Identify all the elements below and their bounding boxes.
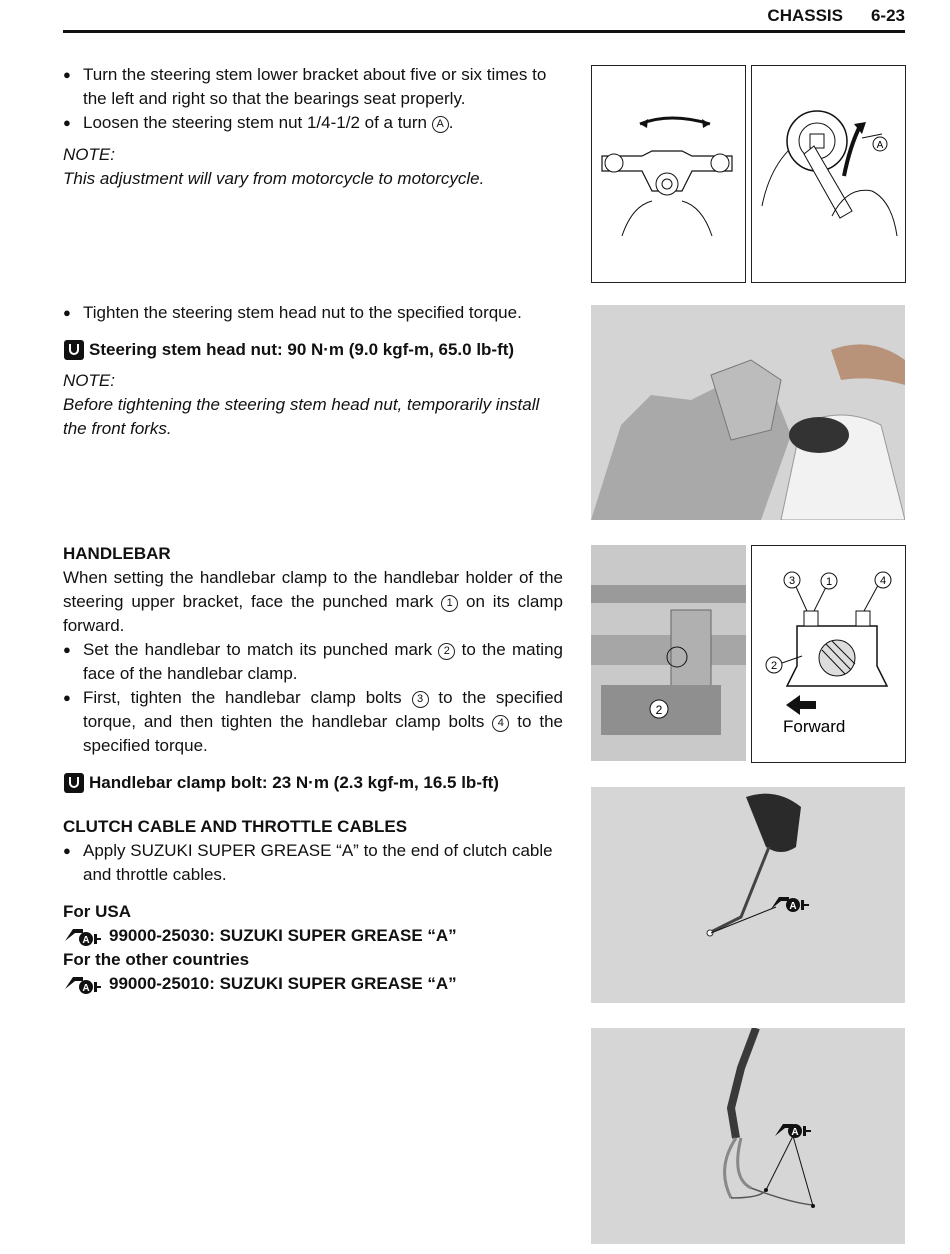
torque-wrench-icon — [63, 339, 85, 361]
torque-wrench-icon — [63, 772, 85, 794]
forward-arrow-icon — [786, 695, 816, 715]
section-heading: CLUTCH CABLE AND THROTTLE CABLES — [63, 817, 408, 836]
steering-nut-drawing — [752, 66, 905, 282]
photo-steering-stem-torque — [591, 305, 905, 520]
torque-spec: Handlebar clamp bolt: 23 N·m (2.3 kgf-m, 16.5 lb-ft) — [63, 771, 563, 795]
mark-3: 3 — [788, 575, 796, 587]
steering-bracket-drawing — [592, 66, 745, 282]
handlebar-clamp-drawing — [752, 546, 905, 762]
list-item: ● Set the handlebar to match its punched mark 2 to the mating face of the handlebar clamp. — [63, 638, 563, 686]
figure-steering-bracket — [591, 65, 746, 283]
block-2 — [63, 301, 563, 441]
paragraph: When setting the handlebar clamp to the handlebar holder of the steering upper bracket, face the punched mark 1 on its clamp forward. — [63, 568, 563, 635]
photo-handlebar-clamp — [591, 545, 746, 761]
usa-label: For USA — [63, 902, 131, 921]
grease-spec-other: A 99000-25010: SUZUKI SUPER GREASE “A” — [63, 972, 563, 996]
figure-handlebar-clamp — [751, 545, 906, 763]
page-header — [63, 0, 905, 33]
cables-section — [63, 815, 563, 996]
handlebar-clamp-photo — [591, 545, 746, 761]
svg-text:A: A — [82, 983, 90, 994]
mark-1: 1 — [825, 576, 833, 588]
grease-icon — [63, 925, 103, 947]
note-text: Before tightening the steering stem head nut, temporarily install the front forks. — [63, 395, 540, 438]
svg-text:A: A — [82, 935, 90, 946]
photo-clutch-cable — [591, 787, 905, 1003]
mark-a: A — [432, 116, 449, 133]
grease-letter: A — [789, 901, 797, 912]
torque-spec: Steering stem head nut: 90 N·m (9.0 kgf-m, 65.0 lb-ft) — [63, 338, 563, 362]
throttle-cables-photo — [591, 1028, 905, 1244]
block-1 — [63, 63, 563, 191]
page-number: 6-23 — [870, 6, 905, 25]
grease-icon — [63, 973, 103, 995]
list-item: ● First, tighten the handlebar clamp bolts 3 to the specified torque, and then tighten the handlebar clamp bolts 4 to the specified torque. — [63, 686, 563, 758]
note-text: This adjustment will vary from motorcycle to motorcycle. — [63, 169, 485, 188]
grease-spec-usa: A 99000-25030: SUZUKI SUPER GREASE “A” — [63, 924, 563, 948]
mark-4: 4 — [879, 575, 887, 587]
note-label: NOTE: — [63, 145, 115, 164]
section-title: CHASSIS — [767, 6, 843, 25]
clutch-cable-photo — [591, 787, 905, 1003]
handlebar-section — [63, 542, 563, 795]
photo-throttle-cables — [591, 1028, 905, 1244]
label-a: A — [876, 140, 884, 151]
grease-letter: A — [791, 1127, 799, 1138]
list-item: ● Turn the steering stem lower bracket about five or six times to the left and right so that the bearings seat properly. — [63, 63, 563, 111]
mark-2: 2 — [770, 660, 778, 672]
section-heading: HANDLEBAR — [63, 544, 171, 563]
list-item: ● Loosen the steering stem nut 1/4-1/2 of a turn A . — [63, 111, 563, 135]
list-item: ● Apply SUZUKI SUPER GREASE “A” to the end of clutch cable and throttle cables. — [63, 839, 563, 887]
mark-2: 2 — [655, 703, 663, 717]
list-item: ● Tighten the steering stem head nut to the specified torque. — [63, 301, 563, 325]
note-label: NOTE: — [63, 371, 115, 390]
other-label: For the other countries — [63, 950, 250, 969]
figure-steering-nut — [751, 65, 906, 283]
steering-stem-photo — [591, 305, 905, 520]
forward-label: Forward — [783, 717, 846, 736]
